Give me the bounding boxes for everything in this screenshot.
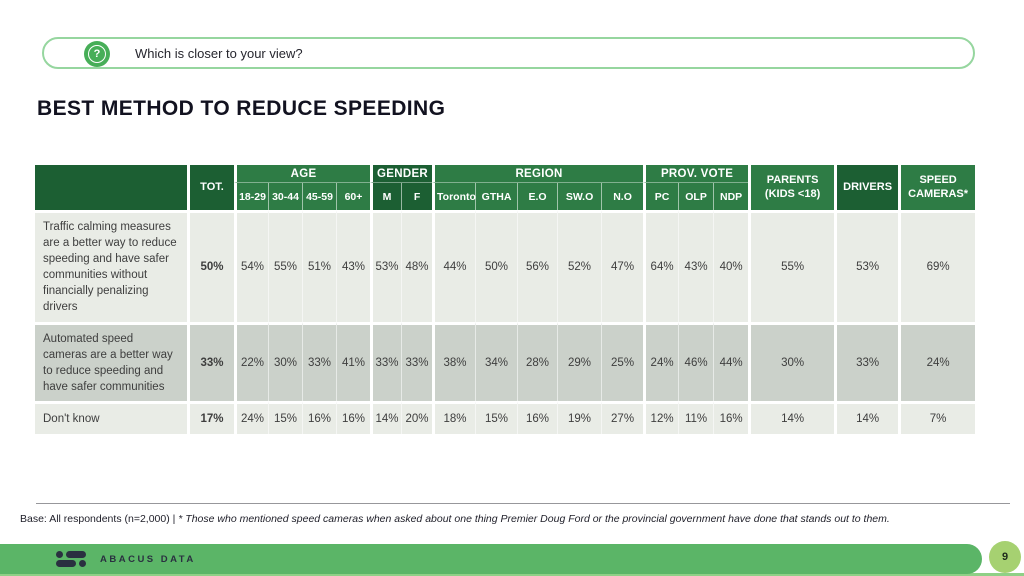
- value-cell: 16%: [517, 401, 557, 434]
- value-cell: 24%: [643, 322, 678, 401]
- value-cell: 14%: [748, 401, 834, 434]
- value-cell: 44%: [713, 322, 748, 401]
- value-cell: 69%: [898, 210, 975, 322]
- col-header: REGION: [432, 165, 643, 183]
- question-text: Which is closer to your view?: [135, 45, 303, 61]
- col-header: [35, 165, 187, 210]
- value-cell: 24%: [234, 401, 268, 434]
- value-cell: 56%: [517, 210, 557, 322]
- row-label: Traffic calming measures are a better way to reduce speeding and have safer communities without financially penalizing drivers: [35, 210, 187, 322]
- value-cell: 15%: [268, 401, 302, 434]
- value-cell: 16%: [713, 401, 748, 434]
- col-subheader: SW.O: [557, 183, 601, 210]
- page-title: BEST METHOD TO REDUCE SPEEDING: [37, 97, 446, 120]
- col-subheader: NDP: [713, 183, 748, 210]
- value-cell: 64%: [643, 210, 678, 322]
- base-note: [20, 513, 1010, 525]
- value-cell: 53%: [834, 210, 898, 322]
- col-subheader: OLP: [678, 183, 713, 210]
- col-header: SPEED CAMERAS*: [898, 165, 975, 210]
- value-cell: 19%: [557, 401, 601, 434]
- value-cell: 33%: [834, 322, 898, 401]
- value-cell: 50%: [187, 210, 234, 322]
- value-cell: 38%: [432, 322, 475, 401]
- value-cell: 55%: [748, 210, 834, 322]
- value-cell: 27%: [601, 401, 643, 434]
- col-subheader: E.O: [517, 183, 557, 210]
- footer-bar: [0, 544, 982, 574]
- col-header: DRIVERS: [834, 165, 898, 210]
- col-header: PARENTS (KIDS <18): [748, 165, 834, 210]
- value-cell: 20%: [401, 401, 432, 434]
- value-cell: 44%: [432, 210, 475, 322]
- value-cell: 25%: [601, 322, 643, 401]
- value-cell: 11%: [678, 401, 713, 434]
- value-cell: 51%: [302, 210, 336, 322]
- value-cell: 47%: [601, 210, 643, 322]
- table-header: [35, 165, 975, 210]
- brand-name: ABACUS DATA: [100, 553, 196, 565]
- value-cell: 52%: [557, 210, 601, 322]
- value-cell: 33%: [187, 322, 234, 401]
- value-cell: 12%: [643, 401, 678, 434]
- value-cell: 33%: [370, 322, 401, 401]
- row-label: Automated speed cameras are a better way to reduce speeding and have safer communities: [35, 322, 187, 401]
- col-header: AGE: [234, 165, 370, 183]
- value-cell: 7%: [898, 401, 975, 434]
- table-body: [35, 210, 975, 434]
- col-header: PROV. VOTE: [643, 165, 748, 183]
- value-cell: 33%: [302, 322, 336, 401]
- value-cell: 53%: [370, 210, 401, 322]
- note-separator: |: [169, 513, 179, 525]
- col-subheader: 45-59: [302, 183, 336, 210]
- col-subheader: F: [401, 183, 432, 210]
- value-cell: 43%: [678, 210, 713, 322]
- value-cell: 46%: [678, 322, 713, 401]
- value-cell: 40%: [713, 210, 748, 322]
- value-cell: 43%: [336, 210, 370, 322]
- value-cell: 34%: [475, 322, 517, 401]
- col-subheader: 60+: [336, 183, 370, 210]
- value-cell: 33%: [401, 322, 432, 401]
- col-header: GENDER: [370, 165, 432, 183]
- value-cell: 14%: [370, 401, 401, 434]
- row-label: Don't know: [35, 401, 187, 434]
- value-cell: 18%: [432, 401, 475, 434]
- footer-divider: [36, 503, 1010, 504]
- results-table: [35, 165, 975, 434]
- table-row: [35, 210, 975, 322]
- value-cell: 16%: [302, 401, 336, 434]
- value-cell: 16%: [336, 401, 370, 434]
- value-cell: 54%: [234, 210, 268, 322]
- value-cell: 17%: [187, 401, 234, 434]
- col-subheader: 18-29: [234, 183, 268, 210]
- value-cell: 15%: [475, 401, 517, 434]
- value-cell: 22%: [234, 322, 268, 401]
- value-cell: 14%: [834, 401, 898, 434]
- col-header: TOT.: [187, 165, 234, 210]
- table-row: [35, 401, 975, 434]
- abacus-data-logo-icon: [56, 551, 86, 567]
- value-cell: 30%: [268, 322, 302, 401]
- col-subheader: M: [370, 183, 401, 210]
- question-mark-icon: [84, 41, 110, 67]
- footnote-text: * Those who mentioned speed cameras when asked about one thing Premier Doug Ford or the provincial government have done that stands out to them.: [178, 513, 890, 525]
- value-cell: 28%: [517, 322, 557, 401]
- col-subheader: N.O: [601, 183, 643, 210]
- value-cell: 29%: [557, 322, 601, 401]
- value-cell: 55%: [268, 210, 302, 322]
- question-bar: [42, 37, 975, 69]
- col-subheader: 30-44: [268, 183, 302, 210]
- col-subheader: Toronto: [432, 183, 475, 210]
- value-cell: 41%: [336, 322, 370, 401]
- value-cell: 24%: [898, 322, 975, 401]
- table-row: [35, 322, 975, 401]
- page-number-badge: 9: [989, 541, 1021, 573]
- value-cell: 30%: [748, 322, 834, 401]
- col-subheader: PC: [643, 183, 678, 210]
- base-text: Base: All respondents (n=2,000): [20, 513, 170, 525]
- question-mark-glyph: ?: [88, 45, 106, 63]
- value-cell: 50%: [475, 210, 517, 322]
- col-subheader: GTHA: [475, 183, 517, 210]
- value-cell: 48%: [401, 210, 432, 322]
